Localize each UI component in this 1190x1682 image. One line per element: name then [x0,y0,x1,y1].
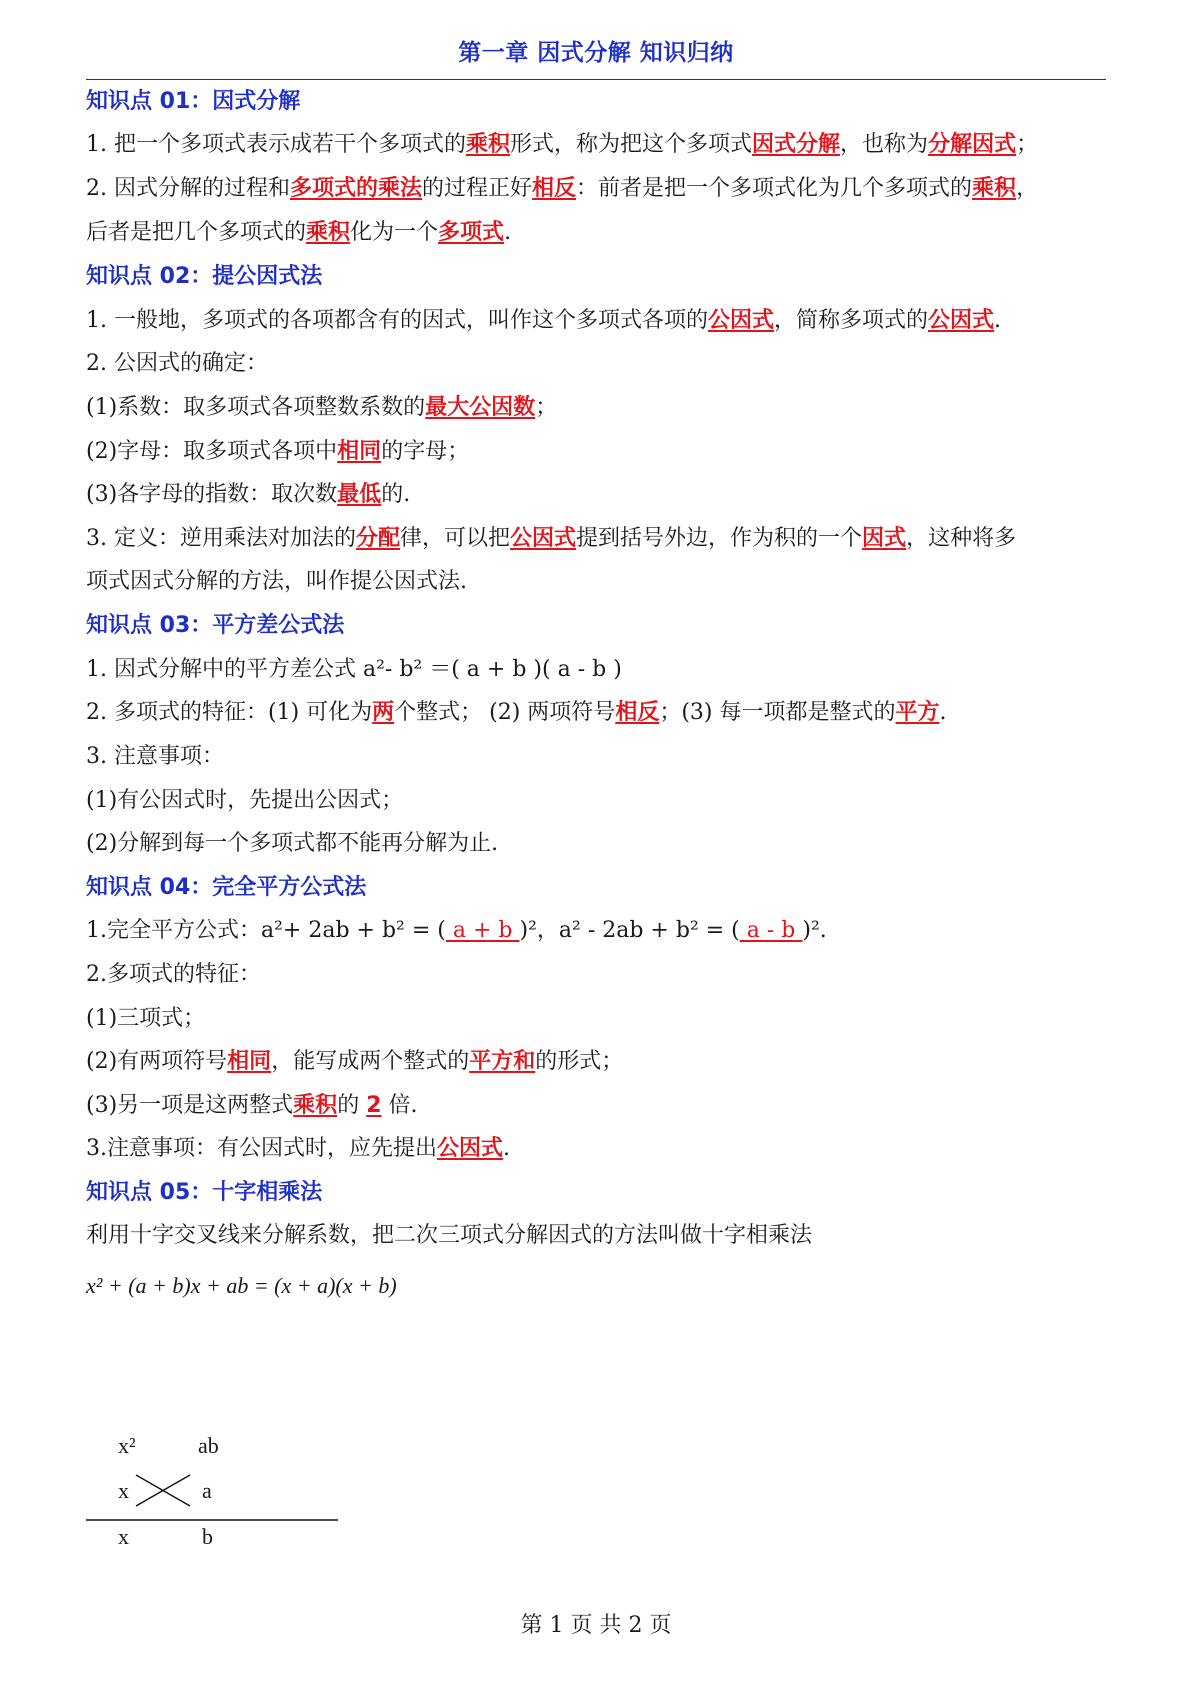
text-line: 1. 一般地，多项式的各项都含有的因式，叫作这个多项式各项的公因式，简称多项式的公因式. [86,308,1002,333]
text-line: 项式因式分解的方法，叫作提公因式法. [86,569,467,594]
title-divider [86,79,1106,80]
section-heading-03: 知识点 03：平方差公式法 [86,613,345,638]
section-heading-02: 知识点 02：提公因式法 [86,264,323,289]
text-line: (3)各字母的指数：取次数最低的. [86,482,411,507]
text-line: 1.完全平方公式：a²+ 2ab + b² = ( a + b )²，a² - 2ab + b² = ( a - b )². [86,918,827,943]
text-line: 1. 把一个多项式表示成若干个多项式的乘积形式，称为把这个多项式因式分解，也称为分解因式； [86,132,1039,157]
text-line: (3)另一项是这两整式乘积的 2 倍. [86,1093,418,1118]
text-line: 后者是把几个多项式的乘积化为一个多项式. [86,220,512,245]
document-page [86,0,1106,1682]
text-line: 1. 因式分解中的平方差公式 a²- b² ＝( a + b )( a - b ) [86,657,622,682]
text-line: (2)字母：取多项式各项中相同的字母； [86,439,470,464]
cross-bottom-right: b [202,1524,213,1549]
text-line: 2.多项式的特征： [86,962,261,987]
cross-bottom-left: x [118,1524,129,1549]
text-line: 2. 多项式的特征：(1) 可化为两个整式； (2) 两项符号相反；(3) 每一项都是整式的平方. [86,700,947,725]
text-line: 2. 公因式的确定： [86,351,268,376]
section-heading-04: 知识点 04：完全平方公式法 [86,875,367,900]
section-heading-01: 知识点 01：因式分解 [86,89,301,114]
text-line: (1)三项式； [86,1006,206,1031]
text-line: 2. 因式分解的过程和多项式的乘法的过程正好相反：前者是把一个多项式化为几个多项式的乘积， [86,176,1039,201]
text-line: (1)有公因式时，先提出公因式； [86,788,404,813]
text-line: 3. 注意事项： [86,744,224,769]
text-line: 3.注意事项：有公因式时，应先提出公因式. [86,1136,511,1161]
text-line: 利用十字交叉线来分解系数，把二次三项式分解因式的方法叫做十字相乘法 [86,1223,813,1248]
page-footer: 第 1 页 共 2 页 [520,1613,672,1638]
cross-top-right: ab [198,1433,219,1458]
text-line: (2)有两项符号相同，能写成两个整式的平方和的形式； [86,1049,624,1074]
cross-multiplication-formula: x² + (a + b)x + ab = (x + a)(x + b) [86,1273,397,1298]
cross-mid-right: a [202,1478,212,1503]
cross-mid-left: x [118,1478,129,1503]
cross-top-left: x² [118,1433,136,1458]
section-heading-05: 知识点 05：十字相乘法 [86,1180,323,1205]
page-title: 第一章 因式分解 知识归纳 [458,40,734,66]
text-line: (2)分解到每一个多项式都不能再分解为止. [86,831,499,856]
text-line: (1)系数：取多项式各项整数系数的最大公因数； [86,395,558,420]
cross-multiplication-diagram [86,1420,346,1570]
text-line: 3. 定义：逆用乘法对加法的分配律，可以把公因式提到括号外边，作为积的一个因式，这种将多 [86,526,1017,551]
